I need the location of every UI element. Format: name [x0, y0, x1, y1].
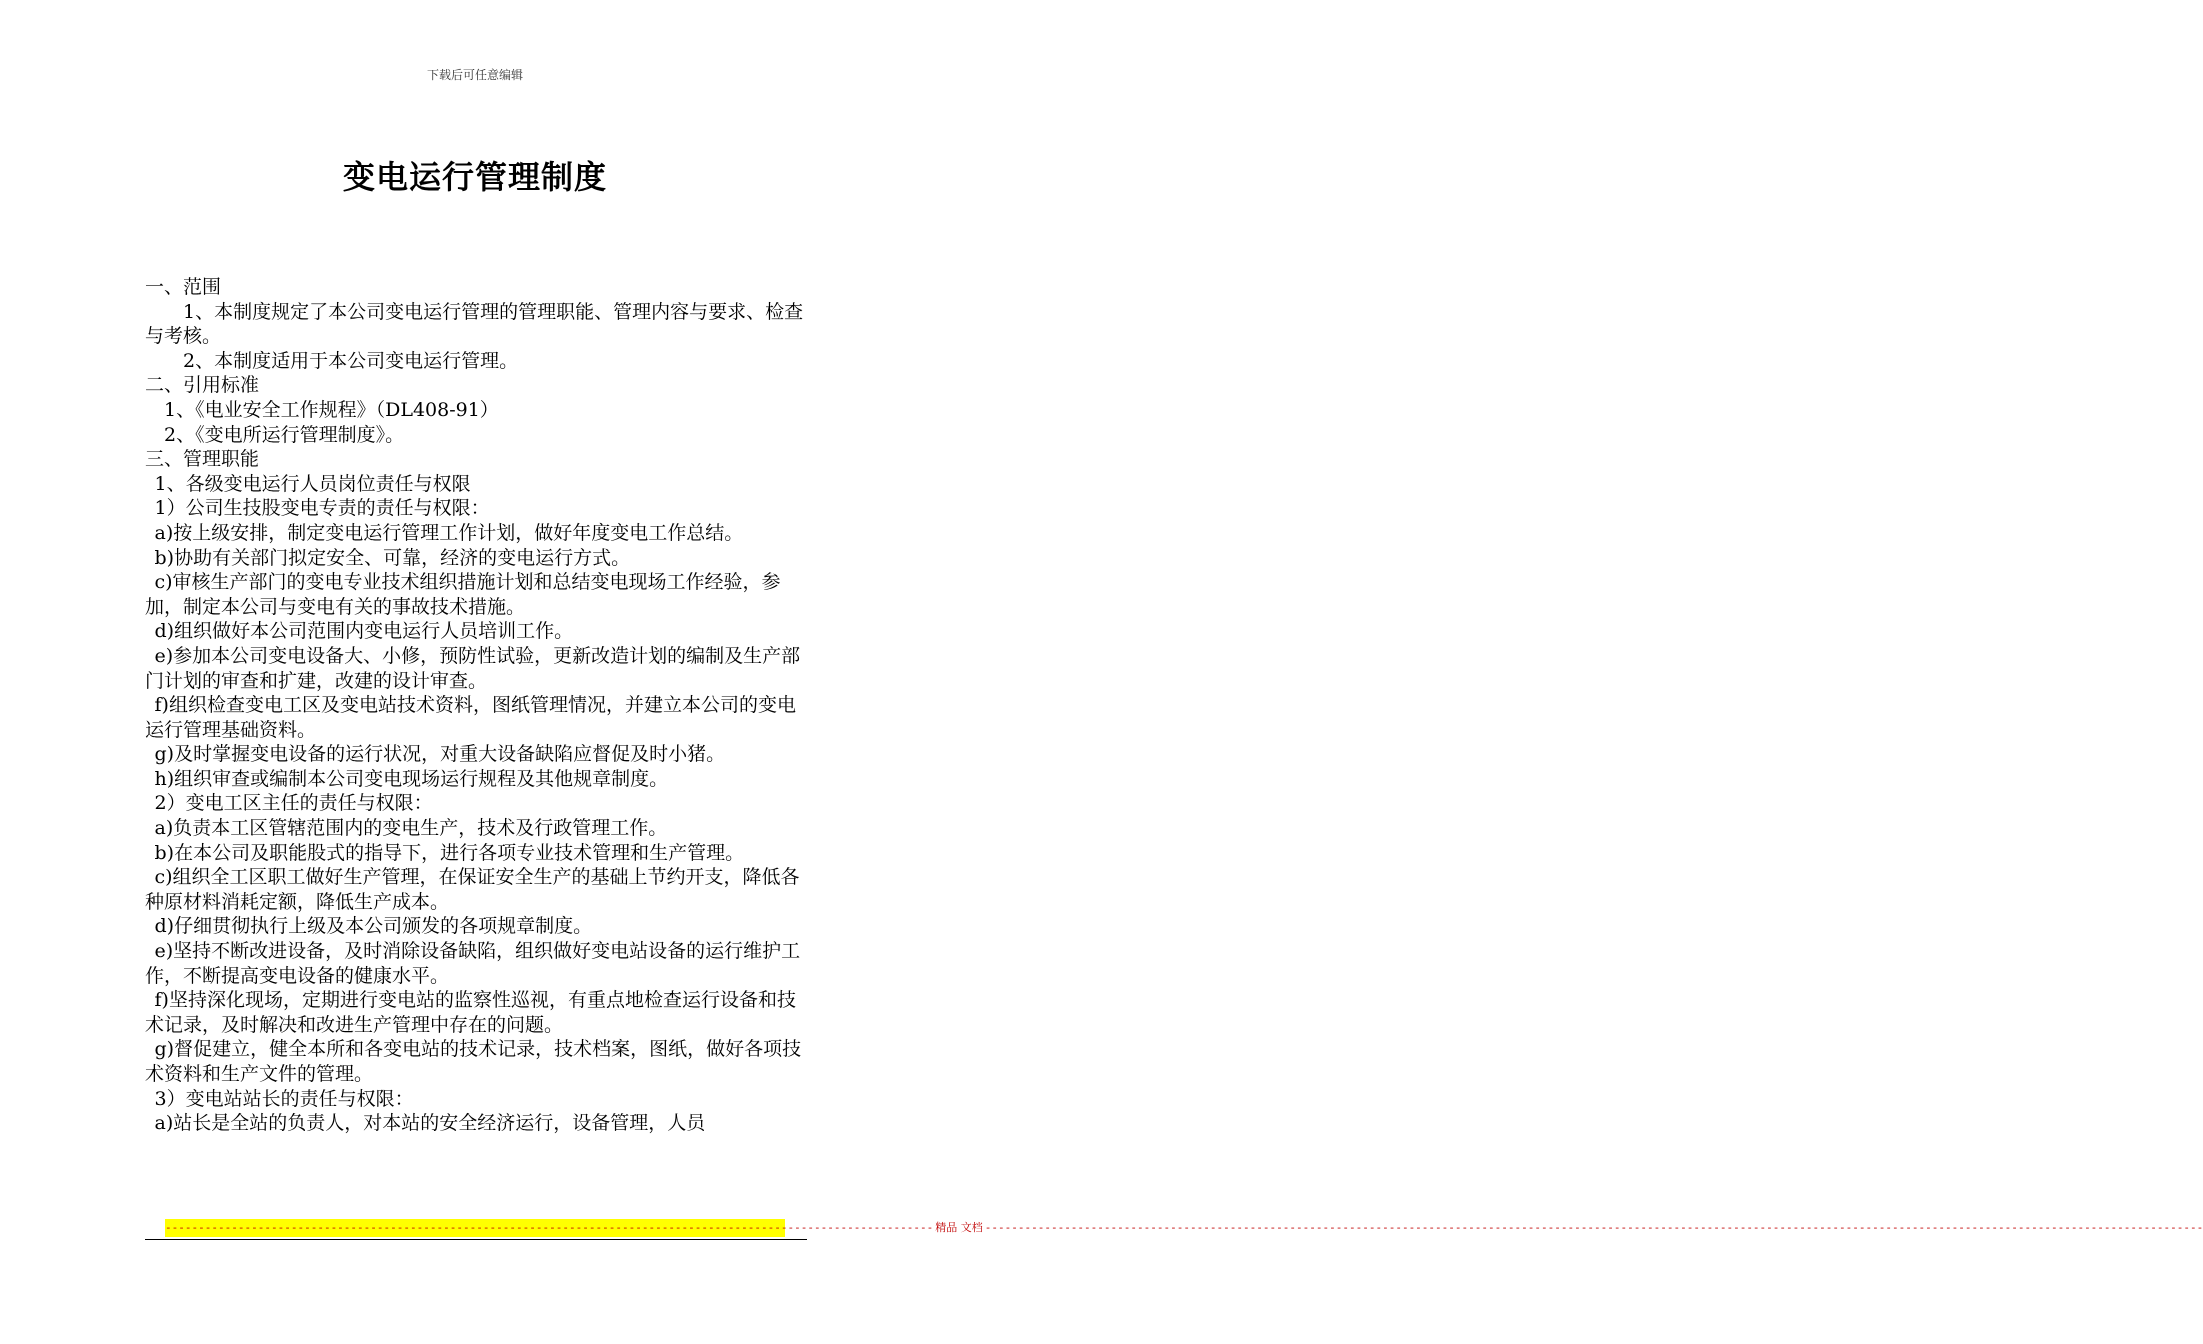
paragraph: a)站长是全站的负责人，对本站的安全经济运行，设备管理，人员	[154, 1112, 706, 1135]
paragraph: 3）变电站站长的责任与权限：	[154, 1087, 414, 1110]
paragraph: 1、各级变电运行人员岗位责任与权限	[154, 472, 471, 495]
footer-dashes-left: --------------------------------------------------------------------------------------------------------------------	[165, 1221, 934, 1234]
paragraph: g)督促建立，健全本所和各变电站的技术记录，技术档案，图纸，做好各项技术资料和生产文件的管理。	[145, 1038, 802, 1085]
paragraph: 三、管理职能	[145, 448, 260, 471]
paragraph: 1、本制度规定了本公司变电运行管理的管理职能、管理内容与要求、检查与考核。	[145, 300, 804, 348]
paragraph: 一、范围	[145, 276, 222, 298]
paragraph: a)按上级安排，制定变电运行管理工作计划，做好年度变电工作总结。	[154, 521, 744, 544]
footer-watermark-band	[165, 1219, 2203, 1237]
paragraph: f)坚持深化现场，定期进行变电站的监察性巡视，有重点地检查运行设备和技术记录，及时解决和改进生产管理中存在的问题。	[145, 989, 796, 1036]
paragraph: h)组织审查或编制本公司变电现场运行规程及其他规章制度。	[154, 767, 669, 790]
document-body	[145, 275, 810, 1136]
paragraph: d)仔细贯彻执行上级及本公司颁发的各项规章制度。	[154, 915, 593, 938]
paragraph: g)及时掌握变电设备的运行状况，对重大设备缺陷应督促及时小猪。	[154, 743, 726, 766]
paragraph: 1、《电业安全工作规程》（DL408-91）	[164, 398, 499, 421]
paragraph: b)协助有关部门拟定安全、可靠，经济的变电运行方式。	[154, 546, 631, 569]
footer-rule	[145, 1239, 807, 1240]
paragraph: 1）公司生技股变电专责的责任与权限：	[154, 497, 490, 520]
paragraph: 2、本制度适用于本公司变电运行管理。	[183, 349, 519, 372]
paragraph: b)在本公司及职能股式的指导下，进行各项专业技术管理和生产管理。	[154, 841, 745, 864]
paragraph: c)审核生产部门的变电专业技术组织措施计划和总结变电现场工作经验，参加，制定本公司与变电有关的事故技术措施。	[145, 571, 781, 618]
footer-dashes-right: ----------------------------------------------------------------------------------------------------------------------------------------------------------------------------------------	[984, 1221, 2203, 1234]
paragraph: e)参加本公司变电设备大、小修，预防性试验，更新改造计划的编制及生产部门计划的审查和扩建，改建的设计审查。	[145, 644, 801, 692]
paragraph: 二、引用标准	[145, 374, 260, 397]
paragraph: 2、《变电所运行管理制度》。	[164, 423, 405, 446]
paragraph: f)组织检查变电工区及变电站技术资料，图纸管理情况，并建立本公司的变电运行管理基础资料。	[145, 694, 796, 741]
header-note: 下载后可任意编辑	[426, 68, 523, 82]
document-title: 变电运行管理制度	[342, 158, 607, 196]
paragraph: e)坚持不断改进设备，及时消除设备缺陷，组织做好变电站设备的运行维护工作，不断提高变电设备的健康水平。	[145, 940, 801, 987]
paragraph: a)负责本工区管辖范围内的变电生产，技术及行政管理工作。	[154, 817, 668, 840]
footer-label: 精品 文档	[935, 1221, 983, 1234]
paragraph: 2）变电工区主任的责任与权限：	[154, 792, 433, 815]
paragraph: c)组织全工区职工做好生产管理，在保证安全生产的基础上节约开支，降低各种原材料消耗定额，降低生产成本。	[145, 866, 800, 913]
paragraph: d)组织做好本公司范围内变电运行人员培训工作。	[154, 620, 574, 643]
